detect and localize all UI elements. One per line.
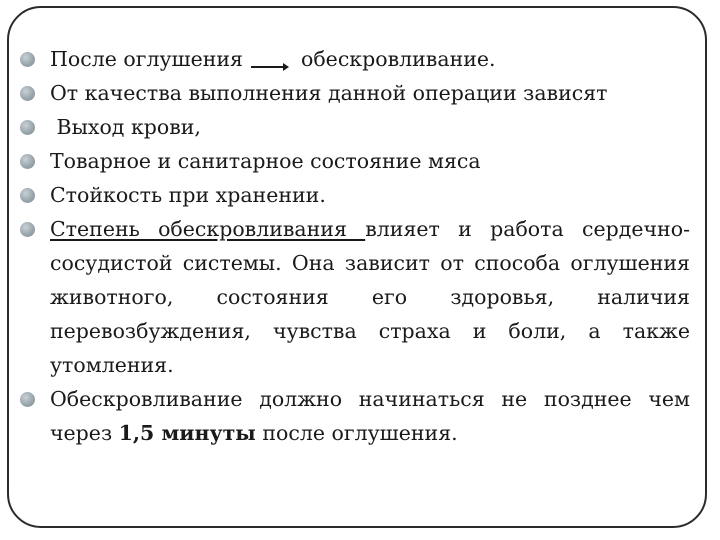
bullet-dot-icon <box>20 52 35 67</box>
bullet-dot-icon <box>20 392 35 407</box>
bullet-item <box>14 144 684 178</box>
bullet-text-part: влияет и работа сердечно-сосудистой системы. Она зависит от способа оглушения животного, состояния его здоровья, наличия перевозбуждения, чувства страха и боли, а также утомления. <box>50 217 690 377</box>
bullet-dot-icon <box>20 120 35 135</box>
underlined-phrase: Степень обескровливания <box>50 217 366 241</box>
bullet-dot-icon <box>20 222 35 237</box>
bullet-text: Выход крови, <box>50 115 201 139</box>
bullet-text-part: После оглушения <box>50 47 243 71</box>
bullet-dot-icon <box>20 154 35 169</box>
bullet-item <box>14 178 684 212</box>
bold-duration: 1,5 минуты <box>118 421 256 445</box>
bullet-text: От качества выполнения данной операции зависят <box>50 81 608 105</box>
slide-content <box>14 42 690 450</box>
bullet-text: Стойкость при хранении. <box>50 183 326 207</box>
bullet-item <box>14 110 684 144</box>
bullet-text: Товарное и санитарное состояние мяса <box>50 149 481 173</box>
bullet-list <box>14 42 690 450</box>
bullet-paragraph <box>50 212 690 382</box>
arrow-right-icon <box>249 52 289 72</box>
bullet-text-part: обескровливание. <box>301 47 496 71</box>
bullet-text-part: после оглушения. <box>255 421 458 445</box>
bullet-dot-icon <box>20 188 35 203</box>
bullet-text-part: Обескровливание должно начинаться не позднее чем через <box>50 387 690 445</box>
bullet-item <box>14 42 684 76</box>
bullet-item <box>14 76 684 110</box>
bullet-paragraph <box>50 382 690 450</box>
bullet-item <box>14 212 690 382</box>
bullet-dot-icon <box>20 86 35 101</box>
bullet-item <box>14 382 690 450</box>
